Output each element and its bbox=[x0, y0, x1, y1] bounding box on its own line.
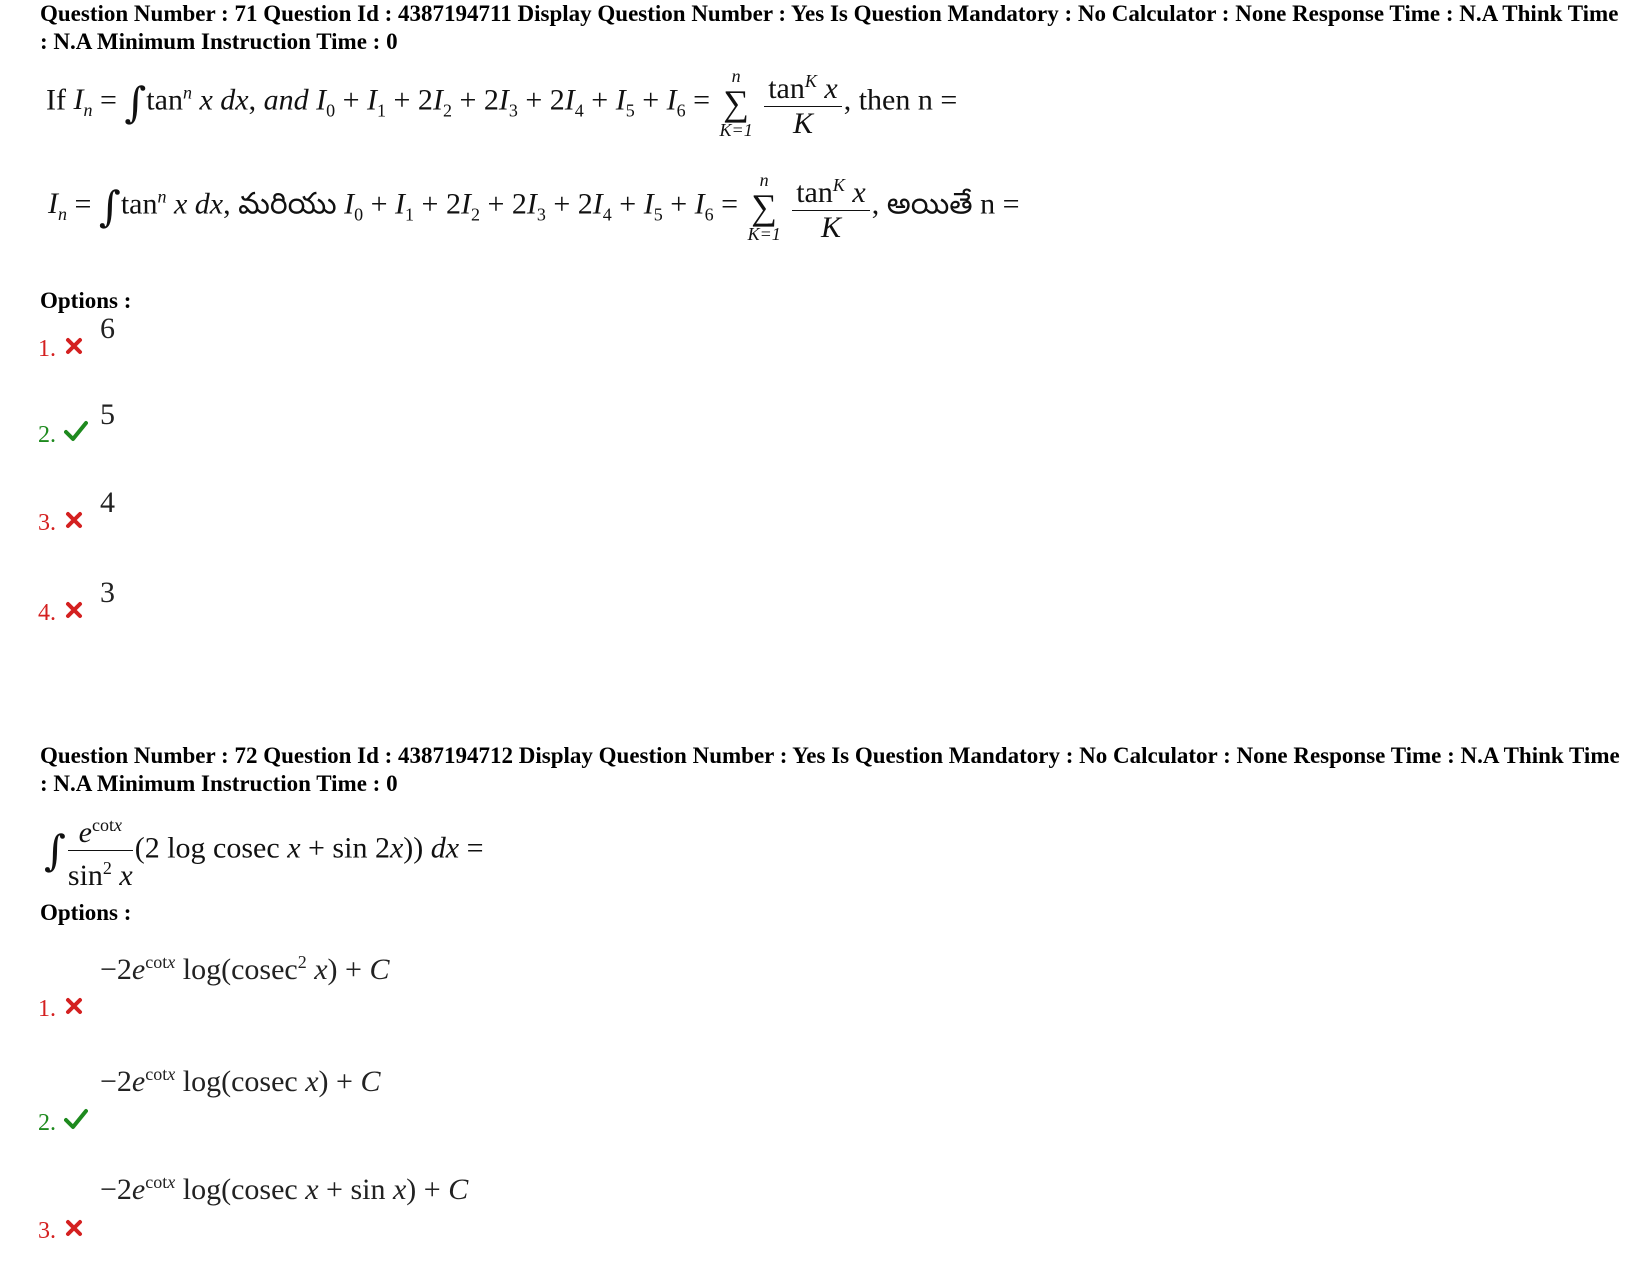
option-value: $-2e^{cotx}$ log(cosec x) + C bbox=[100, 1064, 381, 1098]
cross-icon bbox=[64, 336, 84, 356]
cross-icon bbox=[64, 600, 84, 620]
cross-icon bbox=[64, 996, 84, 1016]
then-text: , then n = bbox=[843, 83, 958, 117]
question-71-header: Question Number : 71 Question Id : 4387194711 Display Question Number : Yes Is Question Mandatory : No Calculator : None Response Time : N.A Think Time : N.A Minimum Instruction Time : 0 bbox=[40, 1, 1619, 54]
option-number: 2. bbox=[38, 422, 56, 448]
check-icon bbox=[64, 1108, 88, 1130]
option-value: 6 bbox=[100, 312, 115, 345]
option-value: 5 bbox=[100, 398, 115, 431]
option-value: $-2e^{cotx}$ log(cosec$^2$ x) + C bbox=[100, 952, 390, 986]
option-value: $-2e^{cotx}$ log(cosec x + sin x) + C bbox=[100, 1172, 469, 1206]
question-71-options-label: Options : bbox=[40, 288, 132, 313]
option-number: 3. bbox=[38, 510, 56, 536]
question-72-header: Question Number : 72 Question Id : 4387194712 Display Question Number : Yes Is Question Mandatory : No Calculator : None Response Time : N.A Think Time : N.A Minimum Instruction Time : 0 bbox=[40, 743, 1620, 796]
question-72-options-label: Options : bbox=[40, 900, 132, 925]
option-number: 3. bbox=[38, 1218, 56, 1244]
option-number: 4. bbox=[38, 600, 56, 626]
option-value: 4 bbox=[100, 486, 115, 519]
cross-icon bbox=[64, 510, 84, 530]
question-71-statement-en: If $I_n = \int\tan^n$ x dx, and $I_0 + I_1 + 2I_2 + 2I_3 + 2I_4 + I_5 + I_6$ = n ∑ K=1 $\frac{\tan^K x}{K}$ , then n = bbox=[46, 65, 958, 140]
telugu-and-word: మరియు bbox=[238, 187, 337, 221]
question-71-statement-te: $I_n = \int\tan^n$ x dx, మరియు $I_0 + I_1 + 2I_2 + 2I_3 + 2I_4 + I_5 + I_6$ = n ∑ K=1 $\frac{\tan^K x}{K}$ , అయితే n = bbox=[48, 169, 1020, 244]
option-number: 1. bbox=[38, 336, 56, 362]
option-number: 2. bbox=[38, 1110, 56, 1136]
option-value: 3 bbox=[100, 576, 115, 609]
if-word: If bbox=[46, 83, 66, 117]
check-icon bbox=[64, 420, 88, 442]
question-72-statement: ∫ $\frac{e^{cotx}}{\sin^2 x}$ (2 log cosec x + sin 2x)) dx = bbox=[44, 808, 484, 893]
option-number: 1. bbox=[38, 996, 56, 1022]
telugu-then-text: , అయితే n = bbox=[871, 187, 1020, 221]
cross-icon bbox=[64, 1218, 84, 1238]
and-word: and bbox=[263, 83, 309, 117]
